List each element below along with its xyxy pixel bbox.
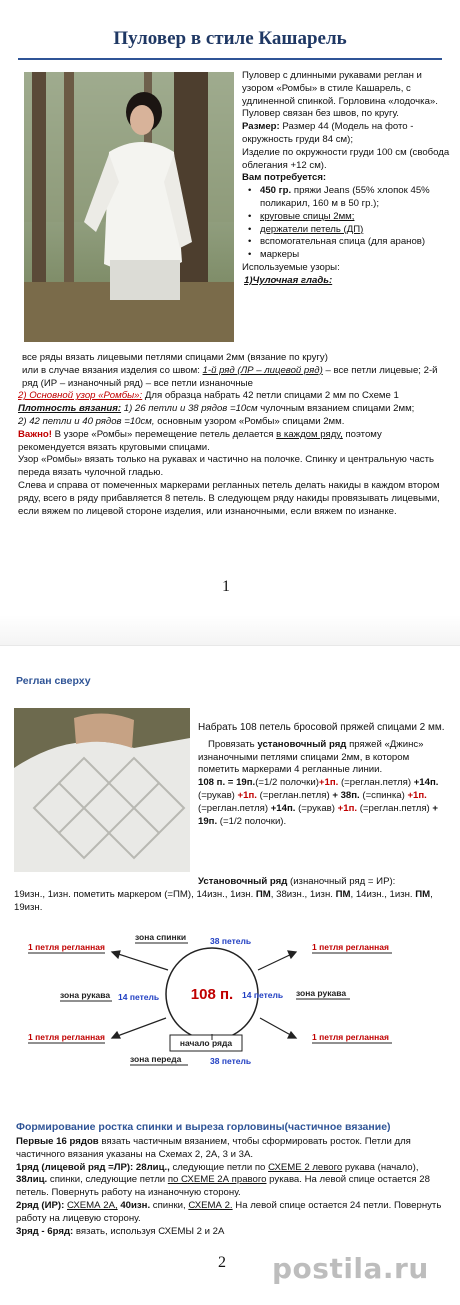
formula-part: (=реглан.петля) [357,802,433,814]
product-girth: Изделие по окружности груди 100 см (свобода облегания +12 см). [242,146,450,171]
formula-part: (=реглан.петля) [198,802,271,814]
stockinette-seam: или в случае вязания изделия со швом: 1-й ряд (ЛР – лицевой ряд) – все петли лицевые; 2-й ряд (ИР – изнаночный ряд) – все петли изнаночные [22,364,438,389]
formula-part: + 19п. [198,802,439,827]
raglan-label-top-right: 1 петля регланная [312,942,389,952]
setup-row-text: 19изн., 1изн. пометить маркером (=ПМ), 14изн., 1изн. ПМ, 38изн., 1изн. ПМ, 14изн., 1изн. ПМ, 19изн. [14,889,433,913]
size-text: Размер 44 (Модель на фото - окружность груди 84 см); [242,121,414,145]
size-label: Размер: [242,121,280,133]
material-item: • 450 гр. пряжи Jeans (55% хлопок 45% поликарил, 160 м в 50 гр.); [242,185,452,211]
formula-part: 108 п. = 19п. [198,777,256,789]
row-3-6: 3ряд - 6ряд: вязать, используя СХЕМЫ 2 и 2А [16,1225,225,1237]
sleeve-count-right: 14 петель [242,990,284,1000]
row-start-label: начало ряда [179,1038,233,1048]
formula-part: (=спинка) [359,789,408,801]
cast-on-text: Набрать 108 петель бросовой пряжей спицами 2 мм. [198,722,445,733]
formula-part: (=1/2 полочки) [255,777,319,789]
sleeve-zone-left: зона рукава [60,990,111,1000]
patterns-section [18,352,443,518]
model-photo [24,72,234,342]
main-pattern: 2) Основной узор «Ромбы»: Для образца набрать 42 петли спицами 2 мм по Схеме 1 [18,390,399,402]
formula-part: + 38п. [332,789,360,801]
formula-part: (=1/2 полочки). [217,815,287,827]
stitch-formula [198,777,448,828]
page-number-2: 2 [218,1254,226,1271]
front-zone: зона переда [130,1054,182,1064]
raglan-label-top-left: 1 петля регланная [28,942,105,952]
size-line [242,121,452,147]
back-count: 38 петель [210,936,252,946]
page-title: Пуловер в стиле Кашарель [113,28,347,49]
formula-part: +1п. [237,789,257,801]
materials-label: Вам потребуется: [242,172,327,184]
stockinette-text: все ряды вязать лицевыми петлями спицами 2мм (вязание по кругу) [22,352,328,363]
watermark: postila.ru [272,1252,429,1285]
formula-part: +1п. [337,802,358,814]
material-item: • держатели петель (ДП) [242,224,452,237]
main-pattern-label: 2) Основной узор «Ромбы»: [18,390,143,402]
seamless-text: Пуловер связан без швов, по кругу. [242,108,399,120]
description-column [242,70,452,288]
romby-note: Узор «Ромбы» вязать только на рукавах и частично на полочке. Спинку и центральную часть переда вязать чулочной гладью. [18,454,435,479]
sweater-closeup-photo [14,708,190,872]
material-item: • маркеры [242,249,452,262]
material-item: • вспомогательная спица (для аранов) [242,236,452,249]
formula-part: +1п. [318,777,339,789]
growth-text [16,1136,446,1238]
raglan-diagram [0,930,460,1080]
center-count: 108 п. [190,986,234,1003]
important-note: Важно! В узоре «Ромбы» перемещение петель делается в каждом ряду, поэтому рекомендуется вязать круговыми спицами. [18,428,382,453]
title-divider [18,58,442,60]
patterns-label: Используемые узоры: [242,261,340,273]
front-count: 38 петель [210,1056,252,1066]
formula-part: +14п. [270,802,296,814]
formula-part: (=рукав) [198,789,238,801]
gauge-1: Плотность вязания: 1) 26 петли и 38 рядов =10см чулочным вязанием спицами 2мм; [18,403,415,415]
section-title: Реглан сверху [16,675,91,687]
page-separator [0,615,460,646]
growth-section-title: Формирование ростка спинки и выреза горловины(частичное вязание) [16,1121,391,1133]
raglan-note: Слева и справа от помеченных маркерами регланных петель делать накиды в каждом втором ряду, всего в ряду прибавляется 8 петель. В следующем ряду накиды провязывать лицевыми, если вяжем по лицевой стороне изделия, или изнаночными, если вяжем по изнанке. [18,479,440,517]
setup-row-label: Установочный ряд (изнаночный ряд = ИР): [198,876,396,887]
intro-text: Пуловер с длинными рукавами реглан и узором «Ромбы» в стиле Кашарель, с удлиненной спинкой. Горловина «лодочка». [242,70,438,107]
back-zone: зона спинки [135,932,187,942]
cast-on-block [198,722,448,828]
formula-part: (=реглан.петля) [256,789,333,801]
gauge-2: 2) 42 петли и 40 рядов =10см, основным узором «Ромбы» спицами 2мм. [18,415,345,427]
formula-part: +14п. [413,777,439,789]
material-item: • круговые спицы 2мм; [242,211,452,224]
raglan-label-bottom-right: 1 петля регланная [312,1032,389,1042]
page-number: 1 [222,578,230,595]
stockinette-label: 1)Чулочная гладь: [244,274,333,286]
formula-part: +1п. [407,789,427,801]
sleeve-zone-right: зона рукава [296,988,347,998]
setup-intro: Провязать установочный ряд пряжей «Джинс» изнаночными петлями спицами 2мм, в котором пометить маркерами 4 регланные линии. [198,738,424,776]
formula-part: (=реглан.петля) [338,777,414,789]
formula-part: (=рукав) [295,802,338,814]
row-2: 2ряд (ИР): СХЕМА 2А, 40изн. спинки, СХЕМА 2. На левой спице остается 24 петли. Повернуть работу на лицевую сторону. [16,1199,442,1224]
sleeve-count-left: 14 петель [118,992,160,1002]
growth-intro: Первые 16 рядов вязать частичным вязанием, чтобы сформировать росток. Петли для частичного вязания указаны на Схемах 2, 2А, 3 и 3А. [16,1136,411,1160]
raglan-label-bottom-left: 1 петля регланная [28,1032,105,1042]
row-1: 1ряд (лицевой ряд =ЛР): 28лиц., следующие петли по СХЕМЕ 2 левого рукава (начало), 38лиц. спинки, следующие петли по СХЕМЕ 2А правого рукава. На левой спице остается 28 петель. Повернуть работу на изнаночную сторону. [16,1161,430,1199]
